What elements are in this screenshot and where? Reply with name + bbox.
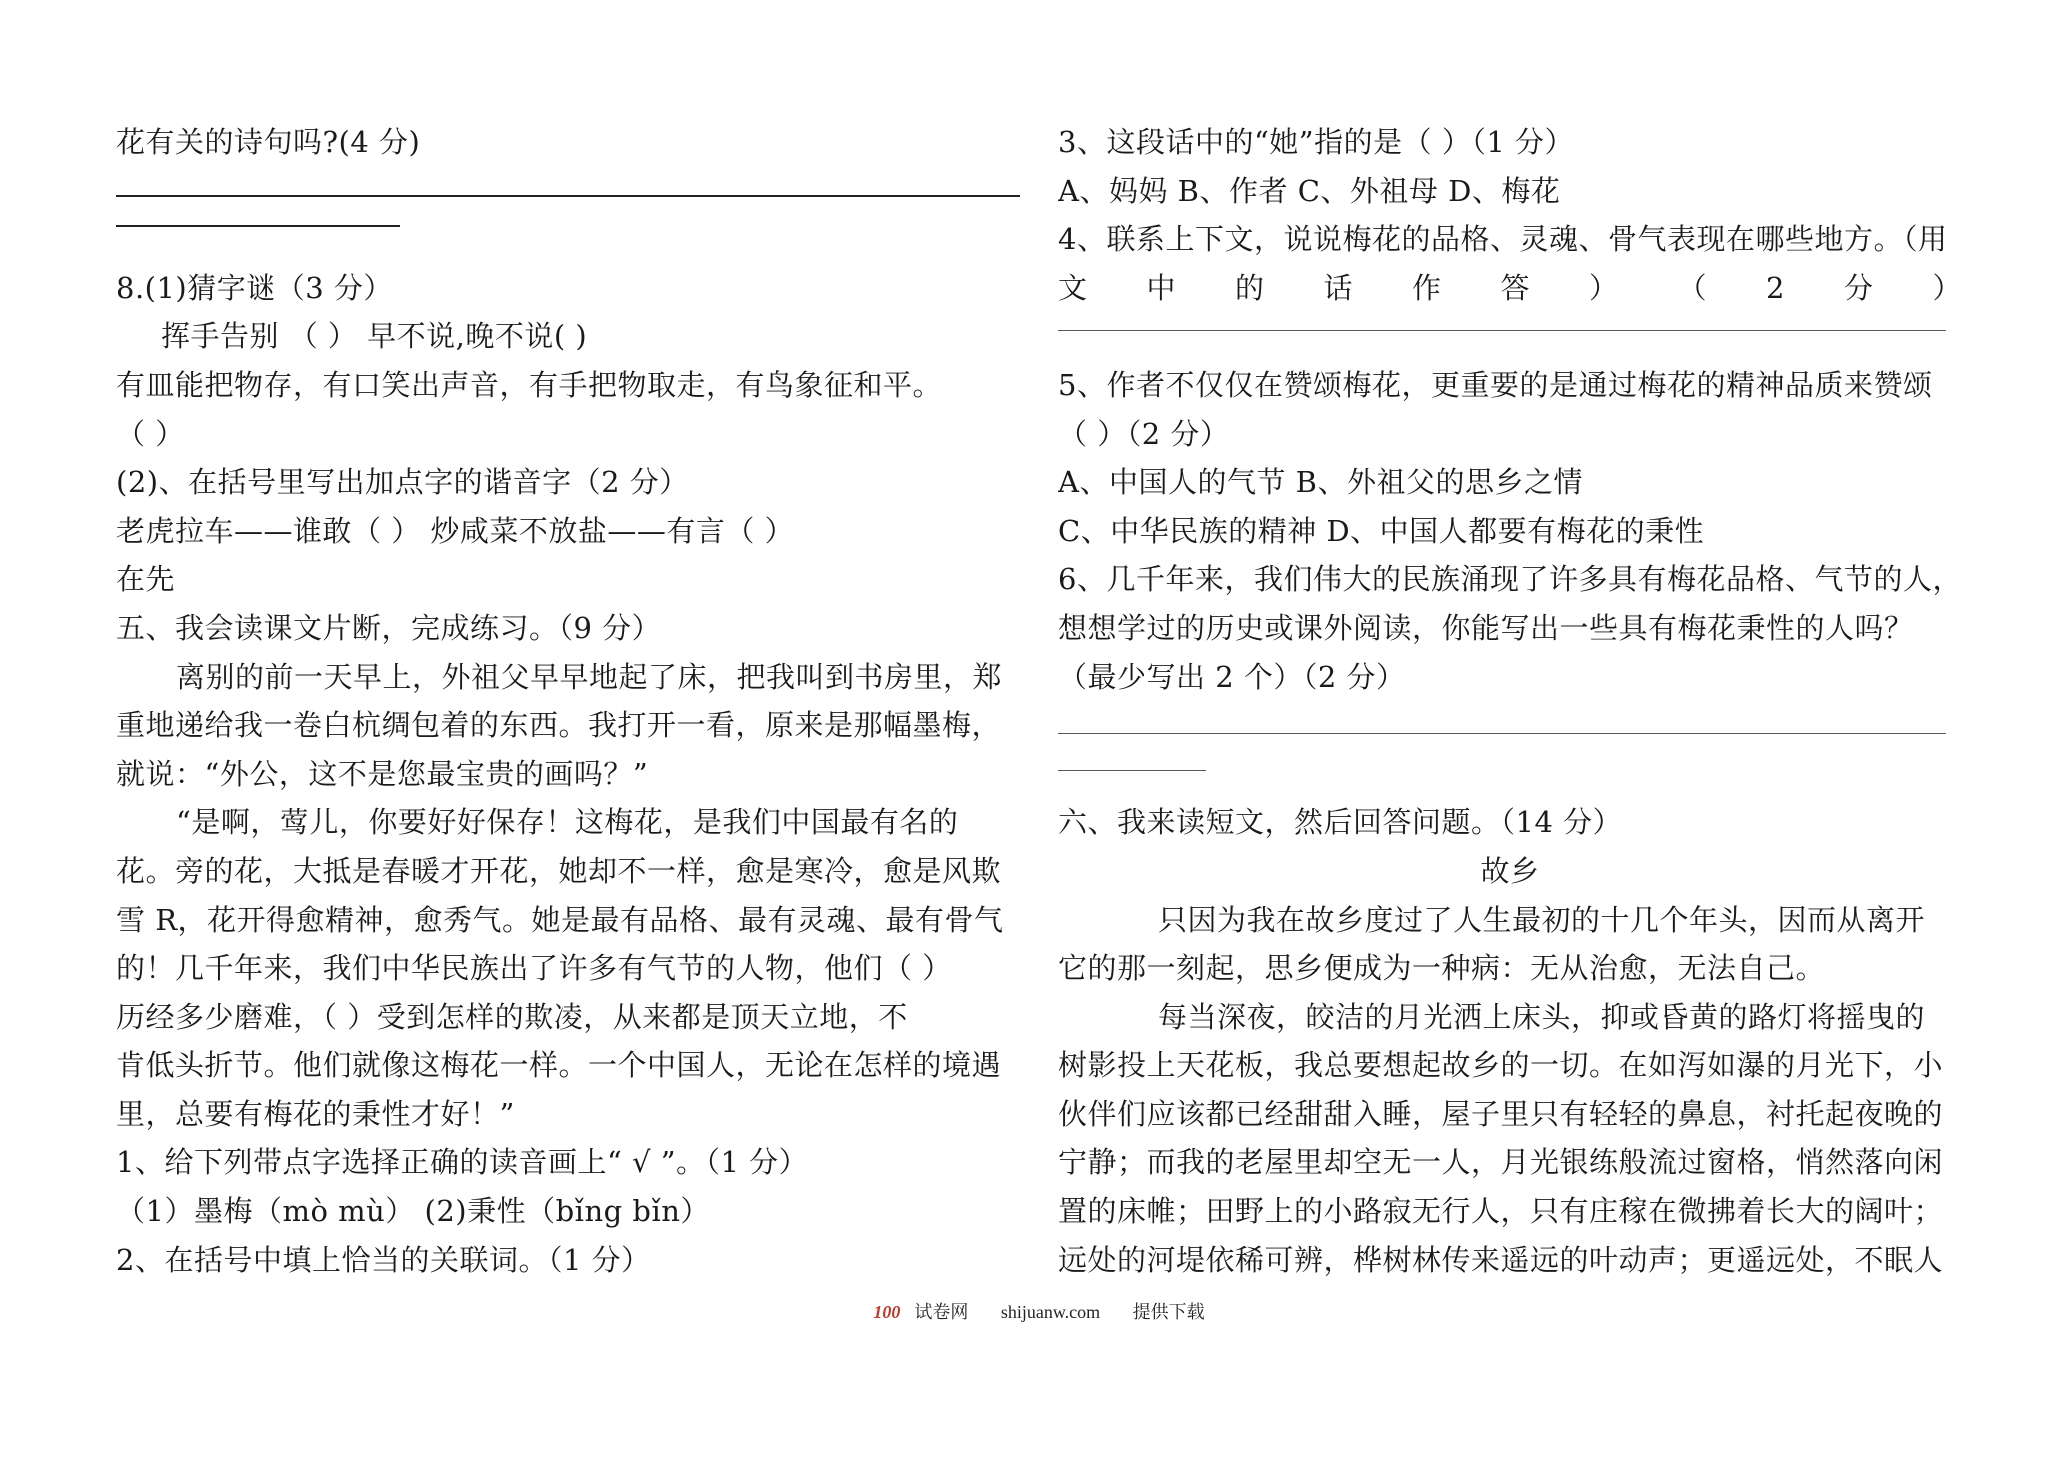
site-logo	[859, 1302, 968, 1322]
answer-bracket: （ ）（2 分）	[1058, 416, 1230, 451]
question-heading: 8.(1)猜字谜（3 分）	[116, 270, 393, 305]
passage-line: 的！几千年来，我们中华民族出了许多有气节的人物，他们（ ）	[116, 951, 952, 986]
char: （	[1677, 270, 1708, 305]
answer-line	[1058, 312, 1962, 361]
passage-line: 雪 R，花开得愈精神，愈秀气。她是最有品格、最有灵魂、最有骨气	[116, 902, 1004, 937]
site-name: 试卷网	[914, 1302, 969, 1322]
question-text: 2、在括号中填上恰当的关联词。（1 分）	[116, 1242, 651, 1277]
footer-note: 提供下载	[1132, 1302, 1205, 1322]
answer-line	[116, 167, 1020, 216]
passage-line: 置的床帷；田野上的小路寂无行人，只有庄稼在微拂着长大的阔叶；	[1058, 1194, 1944, 1229]
char: 作	[1412, 270, 1442, 305]
passage-line: 每当深夜，皎洁的月光洒上床头，抑或昏黄的路灯将摇曳的	[1158, 999, 1926, 1034]
question-text: 3、这段话中的“她”指的是（ ）（1 分）	[1058, 125, 1574, 159]
question-text: 6、几千年来，我们伟大的民族涌现了许多具有梅花品格、气节的人，	[1058, 562, 1962, 597]
justified-line	[1058, 264, 1962, 313]
question-heading: (2)、在括号里写出加点字的谐音字（2 分）	[116, 465, 689, 500]
logo-mark: 100	[873, 1302, 901, 1322]
char: 的	[1235, 270, 1265, 305]
passage-line: 离别的前一天早上，外祖父早早地起了床，把我叫到书房里，郑	[176, 659, 1003, 694]
char: ）	[1589, 270, 1619, 305]
choice-line: A、中国人的气节 B、外祖父的思乡之情	[1058, 465, 1583, 500]
answer-line	[116, 215, 1020, 264]
answer-bracket: （ ）	[116, 416, 185, 451]
answer-line	[1058, 750, 1962, 799]
page-footer	[0, 1298, 2064, 1324]
passage-line: 历经多少磨难，（ ）受到怎样的欺凌，从来都是顶天立地，不	[116, 999, 908, 1034]
section-heading: 六、我来读短文，然后回答问题。（14 分）	[1058, 805, 1623, 840]
passage-line: 伙伴们应该都已经甜甜入睡，屋子里只有轻轻的鼻息，衬托起夜晚的	[1058, 1096, 1944, 1131]
choice-line: C、中华民族的精神 D、中国人都要有梅花的秉性	[1058, 513, 1705, 548]
passage-line: 就说：“外公，这不是您最宝贵的画吗？”	[116, 756, 649, 791]
left-column	[116, 118, 1020, 1284]
question-text: 想想学过的历史或课外阅读，你能写出一些具有梅花秉性的人吗？	[1058, 610, 1914, 645]
passage-title: 故乡	[1480, 853, 1540, 888]
passage-line: 里，总要有梅花的秉性才好！”	[116, 1096, 515, 1131]
passage-line: 远处的河堤依稀可辨，桦树林传来遥远的叶动声；更遥远处，不眠人	[1058, 1242, 1944, 1277]
passage-line: 肯低头折节。他们就像这梅花一样。一个中国人，无论在怎样的境遇	[116, 1048, 1002, 1083]
question-text: 1、给下列带点字选择正确的读音画上“ √ ”。（1 分）	[116, 1145, 809, 1180]
char: ）	[1932, 270, 1962, 305]
char: 中	[1146, 270, 1177, 305]
passage-line: 重地递给我一卷白杭绸包着的东西。我打开一看，原来是那幅墨梅，	[116, 708, 1002, 743]
passage-line: 它的那一刻起，思乡便成为一种病：无从治愈，无法自己。	[1058, 951, 1826, 986]
right-column	[1058, 118, 1962, 1284]
question-text: （1）墨梅（mò mù） (2)秉性（bǐng bǐn）	[116, 1194, 710, 1229]
question-text: 花有关的诗句吗?(4 分)	[116, 125, 421, 159]
riddle-line: 挥手告别 （ ） 早不说,晚不说( )	[161, 319, 588, 354]
choice-line: A、妈妈 B、作者 C、外祖母 D、梅花	[1058, 173, 1561, 208]
char: 话	[1323, 270, 1354, 305]
char: 答	[1500, 270, 1531, 305]
char: 2	[1766, 270, 1785, 305]
passage-line: 花。旁的花，大抵是春暖才开花，她却不一样，愈是寒冷，愈是风欺	[116, 853, 1002, 888]
homophone-line: 在先	[116, 562, 176, 597]
char: 分	[1843, 270, 1874, 305]
passage-line: “是啊，莺儿，你要好好保存！这梅花，是我们中国最有名的	[176, 805, 959, 840]
passage-line: 宁静；而我的老屋里却空无一人，月光银练般流过窗格，悄然落向闲	[1058, 1145, 1944, 1180]
char: 文	[1058, 270, 1088, 305]
riddle-line: 有皿能把物存，有口笑出声音，有手把物取走，有鸟象征和平。	[116, 367, 943, 402]
passage-line: 树影投上天花板，我总要想起故乡的一切。在如泻如瀑的月光下，小	[1058, 1048, 1944, 1083]
question-text: 4、联系上下文，说说梅花的品格、灵魂、骨气表现在哪些地方。（用	[1058, 222, 1948, 257]
answer-line	[1058, 701, 1962, 750]
homophone-line: 老虎拉车——谁敢（ ） 炒咸菜不放盐——有言（ ）	[116, 513, 795, 548]
site-domain: shijuanw.com	[1000, 1302, 1101, 1322]
section-heading: 五、我会读课文片断，完成练习。（9 分）	[116, 610, 662, 645]
question-text: 5、作者不仅仅在赞颂梅花，更重要的是通过梅花的精神品质来赞颂	[1058, 367, 1933, 402]
question-text: （最少写出 2 个）（2 分）	[1058, 659, 1406, 694]
passage-line: 只因为我在故乡度过了人生最初的十几个年头，因而从离开	[1158, 902, 1926, 937]
